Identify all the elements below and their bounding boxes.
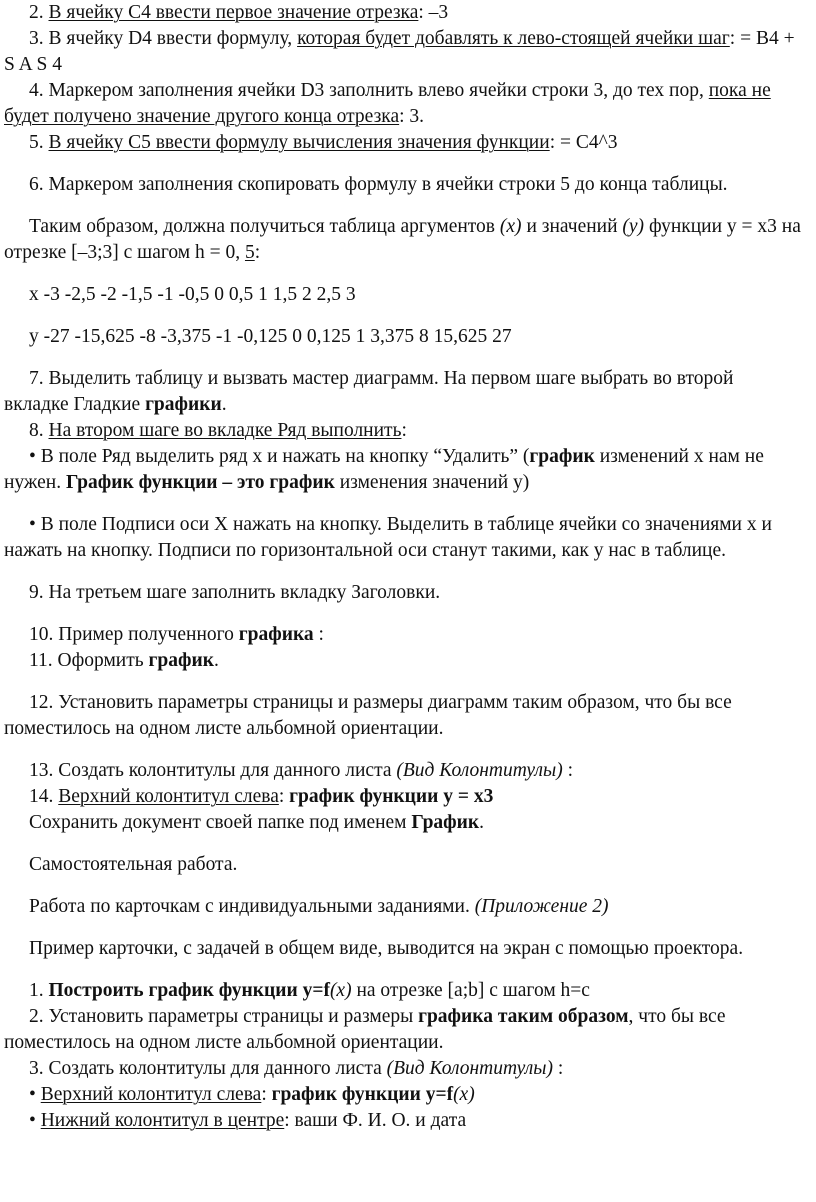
- step-7: [4, 366, 802, 418]
- card-task-3-text: 3. Создать колонтитулы для данного листа: [29, 1058, 387, 1079]
- card-task-2: [4, 1004, 802, 1056]
- card-example: Пример карточки, с задачей в общем виде, выводится на экран с помощью проектора.: [29, 938, 744, 959]
- step-3-prefix: 3. В ячейку D4 ввести формулу,: [29, 28, 298, 49]
- step-4-suffix: : 3.: [399, 106, 425, 127]
- step-9: 9. На третьем шаге заполнить вкладку Заголовки.: [29, 582, 441, 603]
- step-5-prefix: 5.: [29, 132, 49, 153]
- bullet-series-bold-1: график: [529, 446, 595, 467]
- step-2-underlined: В ячейку С4 ввести первое значение отрезка: [48, 2, 419, 23]
- step-4: [4, 78, 802, 130]
- step-7-text: 7. Выделить таблицу и вызвать мастер диаграмм. На первом шаге выбрать во второй вкладке Гладкие: [4, 368, 734, 415]
- step-13: [4, 758, 802, 784]
- bullet-axis-labels: • В поле Подписи оси X нажать на кнопку. Выделить в таблице ячейки со значениями x и нажать на кнопку. Подписи по горизонтальной оси станут такими, как у нас в таблице.: [4, 514, 772, 561]
- card-bullet-footer-end: : ваши Ф. И. О. и дата: [284, 1110, 467, 1131]
- bullet-series: [4, 444, 802, 496]
- step-14-bold: график функции y = x3: [289, 786, 494, 807]
- step-8-underlined: На втором шаге во вкладке Ряд выполнить: [48, 420, 402, 441]
- card-task-1-bold: Построить график функции y=f: [48, 980, 330, 1001]
- step-5: [4, 130, 802, 156]
- table-intro-x: (x): [499, 216, 522, 237]
- step-5-underlined: В ячейку С5 ввести формулу вычисления значения функции: [48, 132, 550, 153]
- card-bullet-header-italic: (x): [453, 1084, 475, 1105]
- card-bullet-footer-underlined: Нижний колонтитул в центре: [40, 1110, 285, 1131]
- table-intro-step: 5: [244, 242, 255, 263]
- table-intro-post: функции y = x3 на отрезке [–3;3] с шагом h = 0,: [4, 216, 801, 263]
- step-14-underlined: Верхний колонтитул слева: [58, 786, 279, 807]
- step-10: [4, 622, 802, 648]
- step-14-colon: :: [278, 786, 290, 807]
- card-bullet-footer: [4, 1108, 802, 1134]
- step-11-end: .: [213, 650, 219, 671]
- cards-text: Работа по карточкам с индивидуальными заданиями.: [29, 896, 475, 917]
- step-8: [4, 418, 802, 444]
- step-3-underlined: которая будет добавлять к лево-стоящей ячейки шаг: [297, 28, 730, 49]
- step-3-suffix: : = В4 + S A S 4: [4, 28, 795, 75]
- card-task-3-end: :: [552, 1058, 564, 1079]
- save-text: Сохранить документ своей папке под именем: [29, 812, 412, 833]
- bullet-series-end: изменения значений y): [334, 472, 530, 493]
- step-2: [4, 0, 802, 26]
- card-bullet-header-mark: •: [29, 1084, 41, 1105]
- step-14-prefix: 14.: [29, 786, 59, 807]
- step-12: 12. Установить параметры страницы и размеры диаграмм таким образом, что бы все поместилось на одном листе альбомной ориентации.: [4, 692, 732, 739]
- step-13-italic: (Вид Колонтитулы): [396, 760, 563, 781]
- card-task-3-italic: (Вид Колонтитулы): [386, 1058, 553, 1079]
- card-bullet-header: [4, 1082, 802, 1108]
- save-bold: График: [411, 812, 480, 833]
- step-5-suffix: : = C4^3: [549, 132, 618, 153]
- step-14: [4, 784, 802, 810]
- step-2-suffix: : –3: [418, 2, 449, 23]
- step-11: [4, 648, 802, 674]
- table-intro: [4, 214, 802, 266]
- step-10-text: 10. Пример полученного: [29, 624, 239, 645]
- table-intro-text: Таким образом, должна получиться таблица аргументов: [29, 216, 500, 237]
- step-8-prefix: 8.: [29, 420, 49, 441]
- step-3: [4, 26, 802, 78]
- cards-italic: (Приложение 2): [474, 896, 609, 917]
- step-4-underlined: пока не будет получено значение другого конца отрезка: [4, 80, 771, 127]
- card-task-1-end: на отрезке [a;b] с шагом h=c: [351, 980, 590, 1001]
- card-task-2-end: , что бы все поместилось на одном листе альбомной ориентации.: [4, 1006, 726, 1053]
- card-bullet-header-underlined: Верхний колонтитул слева: [40, 1084, 262, 1105]
- table-intro-y: (y): [622, 216, 645, 237]
- step-6: 6. Маркером заполнения скопировать формулу в ячейки строки 5 до конца таблицы.: [29, 174, 728, 195]
- card-task-1-prefix: 1.: [29, 980, 49, 1001]
- step-11-bold: график: [148, 650, 214, 671]
- table-intro-mid: и значений: [521, 216, 623, 237]
- save-end: .: [479, 812, 485, 833]
- card-task-3: [4, 1056, 802, 1082]
- step-10-end: :: [313, 624, 324, 645]
- card-task-2-bold: графика таким образом: [418, 1006, 629, 1027]
- step-4-prefix: 4. Маркером заполнения ячейки D3 заполнить влево ячейки строки 3, до тех пор,: [29, 80, 709, 101]
- step-13-end: :: [562, 760, 573, 781]
- card-bullet-header-colon: :: [261, 1084, 272, 1105]
- values-row-x: x -3 -2,5 -2 -1,5 -1 -0,5 0 0,5 1 1,5 2 2,5 3: [29, 284, 356, 305]
- card-bullet-header-bold: график функции y=f: [271, 1084, 454, 1105]
- values-row-y: y -27 -15,625 -8 -3,375 -1 -0,125 0 0,125 1 3,375 8 15,625 27: [29, 326, 512, 347]
- step-8-suffix: :: [401, 420, 407, 441]
- card-task-2-text: 2. Установить параметры страницы и размеры: [29, 1006, 419, 1027]
- step-7-bold: графики: [145, 394, 222, 415]
- card-task-1-italic: (x): [329, 980, 352, 1001]
- step-13-text: 13. Создать колонтитулы для данного листа: [29, 760, 397, 781]
- step-11-text: 11. Оформить: [29, 650, 149, 671]
- save-instruction: [4, 810, 802, 836]
- step-2-prefix: 2.: [29, 2, 49, 23]
- bullet-series-mid: изменений x нам не нужен.: [4, 446, 764, 493]
- bullet-series-bold-2: График функции – это график: [66, 472, 335, 493]
- card-bullet-footer-mark: •: [29, 1110, 41, 1131]
- step-7-end: .: [221, 394, 227, 415]
- card-task-1: [4, 978, 802, 1004]
- step-10-bold: графика: [238, 624, 314, 645]
- bullet-series-text: • В поле Ряд выделить ряд x и нажать на кнопку “Удалить” (: [29, 446, 530, 467]
- cards-work: [4, 894, 802, 920]
- table-intro-end: :: [254, 242, 261, 263]
- self-work: Самостоятельная работа.: [29, 854, 238, 875]
